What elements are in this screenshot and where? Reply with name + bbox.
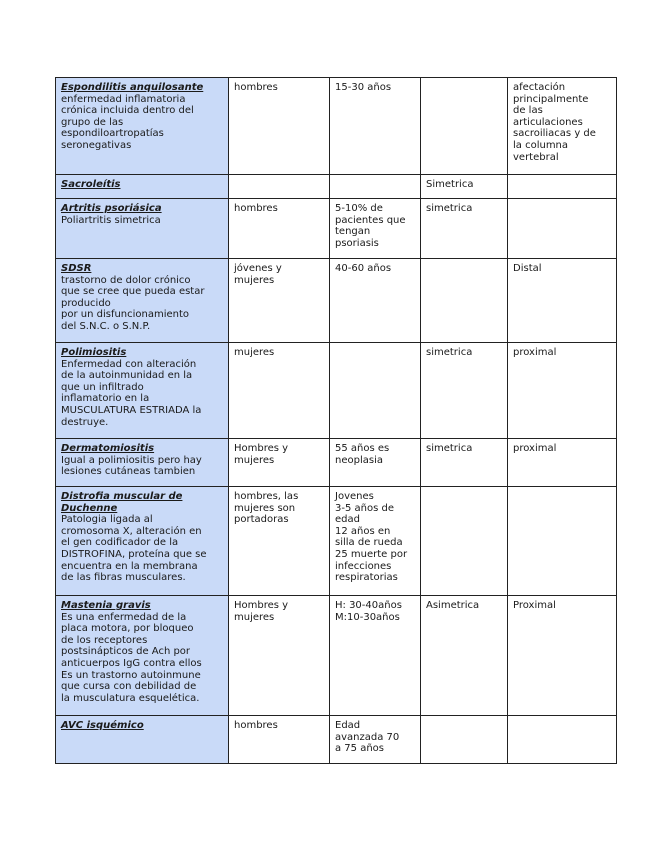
sex-cell: hombres, las mujeres son portadoras [229, 487, 330, 596]
disease-name-cell [56, 199, 229, 259]
disease-name-cell [56, 175, 229, 199]
location-cell [508, 716, 617, 764]
age-cell: Jovenes 3-5 años de edad 12 años en silla de rueda 25 muerte por infecciones respiratorias [330, 487, 421, 596]
table-row [56, 175, 617, 199]
table-row [56, 487, 617, 596]
disease-name-cell [56, 716, 229, 764]
location-cell: afectación principalmente de las articulaciones sacroiliacas y de la columna vertebral [508, 78, 617, 175]
disease-name-cell [56, 259, 229, 343]
disease-name-cell [56, 596, 229, 716]
disease-title: SDSR [61, 263, 92, 274]
disease-title: Sacroleítis [61, 179, 121, 190]
disease-description: Enfermedad con alteración de la autoinmunidad en la que un infiltrado inflamatorio en la MUSCULATURA ESTRIADA la destruye. [61, 358, 202, 428]
age-cell: 5-10% de pacientes que tengan psoriasis [330, 199, 421, 259]
symmetry-cell: simetrica [421, 439, 508, 487]
table-row [56, 78, 617, 175]
disease-description: Patologia ligada al cromosoma X, alteración en el gen codificador de la DISTROFINA, proteína que se encuentra en la membrana de las fibras musculares. [61, 514, 207, 584]
disease-title: Distrofia muscular de Duchenne [61, 491, 183, 514]
symmetry-cell [421, 716, 508, 764]
table-row [56, 343, 617, 439]
table-row [56, 259, 617, 343]
location-cell [508, 487, 617, 596]
disease-description: Es una enfermedad de la placa motora, por bloqueo de los receptores postsinápticos de Ach por anticuerpos IgG contra ellos Es un trastorno autoinmune que cursa con debilidad de la musculatura esquelética. [61, 611, 202, 704]
location-cell: Distal [508, 259, 617, 343]
disease-description: enfermedad inflamatoria crónica incluida dentro del grupo de las espondiloartropatías seronegativas [61, 93, 194, 151]
table-row [56, 596, 617, 716]
symmetry-cell [421, 487, 508, 596]
symmetry-cell [421, 259, 508, 343]
table-row [56, 716, 617, 764]
age-cell [330, 175, 421, 199]
location-cell: proximal [508, 343, 617, 439]
disease-name-cell [56, 343, 229, 439]
disease-title: Polimiositis [61, 347, 127, 358]
age-cell: 15-30 años [330, 78, 421, 175]
disease-table [55, 77, 617, 764]
sex-cell: jóvenes y mujeres [229, 259, 330, 343]
table-row [56, 199, 617, 259]
disease-name-cell [56, 439, 229, 487]
sex-cell: Hombres y mujeres [229, 439, 330, 487]
sex-cell [229, 175, 330, 199]
disease-description: Poliartritis simetrica [61, 214, 161, 226]
disease-description: Igual a polimiositis pero hay lesiones cutáneas tambien [61, 454, 202, 478]
disease-title: Dermatomiositis [61, 443, 155, 454]
disease-title: AVC isquémico [61, 720, 144, 731]
age-cell: Edad avanzada 70 a 75 años [330, 716, 421, 764]
age-cell: 40-60 años [330, 259, 421, 343]
sex-cell: Hombres y mujeres [229, 596, 330, 716]
symmetry-cell: Asimetrica [421, 596, 508, 716]
symmetry-cell [421, 78, 508, 175]
age-cell: 55 años es neoplasia [330, 439, 421, 487]
table-row [56, 439, 617, 487]
location-cell [508, 175, 617, 199]
disease-name-cell [56, 78, 229, 175]
sex-cell: hombres [229, 199, 330, 259]
symmetry-cell: simetrica [421, 343, 508, 439]
disease-title: Espondilitis anquilosante [61, 82, 204, 93]
disease-title: Mastenia gravis [61, 600, 151, 611]
disease-description: trastorno de dolor crónico que se cree que pueda estar producido por un disfuncionamiento del S.N.C. o S.N.P. [61, 274, 205, 332]
sex-cell: hombres [229, 716, 330, 764]
disease-title: Artritis psoriásica [61, 203, 162, 214]
sex-cell: hombres [229, 78, 330, 175]
disease-name-cell [56, 487, 229, 596]
age-cell [330, 343, 421, 439]
symmetry-cell: simetrica [421, 199, 508, 259]
location-cell [508, 199, 617, 259]
symmetry-cell: Simetrica [421, 175, 508, 199]
sex-cell: mujeres [229, 343, 330, 439]
age-cell: H: 30-40años M:10-30años [330, 596, 421, 716]
location-cell: proximal [508, 439, 617, 487]
location-cell: Proximal [508, 596, 617, 716]
